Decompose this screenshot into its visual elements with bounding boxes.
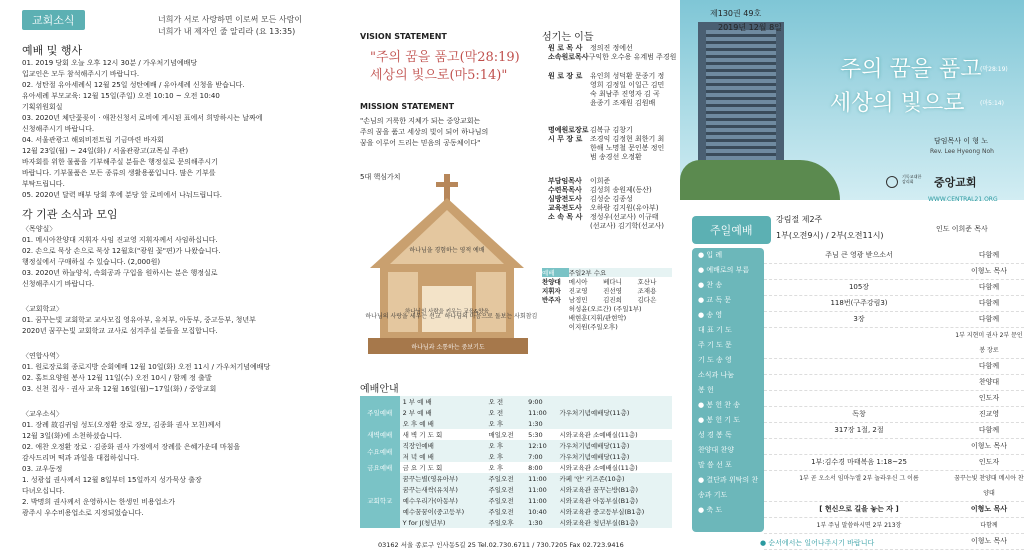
group-heading: 〈교우소식〉 (22, 410, 64, 418)
church-denomination: 기독교대한감리회 (902, 174, 922, 184)
order-label: 기 도 송 영 (698, 356, 732, 364)
worship-name: 예수우리가(아동부) (402, 497, 458, 505)
worship-place: 카페 '얀' 키즈존(10층) (559, 475, 625, 483)
worship-day: 오 후 (488, 442, 504, 450)
worship-time: 11:00 (528, 408, 547, 417)
order-item: 3장 (853, 315, 865, 323)
section-title: 예배 및 행사 (22, 44, 83, 57)
church-url: WWW.CENTRAL21.ORG (928, 196, 998, 203)
cover-panel (680, 0, 1024, 556)
worship-name: 꿈꾸는별(영유아부) (402, 475, 458, 483)
order-item (764, 359, 954, 374)
order-item (764, 264, 954, 279)
liturgical-season: 강림절 제2주 (776, 215, 823, 224)
house-right-label: 하나님의 마음으로 돌보는 사회참김 (444, 313, 538, 320)
mission-line: 주의 꿈을 품고 세상의 빛이 되어 하나님의 (360, 128, 489, 136)
house-left-pillar (388, 272, 418, 332)
worship-row (360, 462, 672, 473)
order-item: 1부 주님 말씀하시면 2부 213장 (816, 522, 902, 529)
choir-cell: 반주자 (542, 296, 561, 304)
worship-time: 11:00 (528, 496, 547, 505)
order-label: ● 봉 헌 찬 송 (698, 401, 741, 409)
choir-cell: 남정민 (568, 296, 588, 304)
order-label: ● 축 도 (698, 506, 723, 514)
group-heading: 〈교회학교〉 (22, 305, 64, 313)
choir-header-cell: 예배 (542, 269, 555, 277)
order-leader: 다함께 (978, 251, 1000, 259)
staff-names: 이희준 (590, 177, 611, 185)
order-label: 주 기 도 문 (698, 341, 732, 349)
order-row (764, 423, 1024, 439)
choir-extra: 허성윤(오르간) (주일1부) (568, 305, 642, 313)
staff-row (548, 53, 677, 62)
staff-row (548, 213, 668, 241)
news-tag: 교회소식 (22, 10, 85, 30)
group-heading: 〈연합사역〉 (22, 352, 64, 360)
order-item (764, 375, 954, 390)
worship-name: 금 요 기 도 회 (402, 464, 443, 472)
worship-day: 주일오전 (488, 497, 514, 505)
core-values-label: 5대 핵심가치 (360, 173, 401, 181)
worship-tag: 주일예배 (692, 216, 771, 244)
group-line: 03. 신천 집사 · 권사 교육 12월 16일(월)~17일(화) / 중앙교회 (22, 385, 217, 393)
staff-names: 정성우(선교사) 이규태(선교사) 김기학(선교사) (590, 213, 665, 230)
worship-time: 1:30 (528, 518, 543, 527)
order-leader: 다함께 (980, 522, 998, 529)
order-item: 주님 큰 영광 받으소서 (825, 251, 893, 259)
choir-cell: 메시아 (568, 278, 588, 286)
mission-line: "손님의 거룩한 지체가 되는 중앙교회는 (360, 117, 481, 125)
worship-guide-heading: 예배안내 (360, 384, 399, 395)
choir-row (542, 277, 672, 286)
worship-table (360, 396, 672, 528)
choir-cell: 베다니 (603, 278, 622, 286)
order-label: 성 경 봉 독 (698, 431, 732, 439)
worship-day: 오 전 (488, 398, 504, 406)
order-item: [ 현신으로 길을 놓는 자 ] (819, 505, 899, 513)
group-line: 12월 3일(화)에 소천하셨습니다. (22, 432, 122, 440)
order-label: ● 예배로의 부름 (698, 266, 750, 274)
order-leader: 이형노 목사 (970, 442, 1008, 450)
group-line: 02. 손으로 묵상 손으로 묵상 12월호("광원 꽃"편)가 나왔습니다. (22, 247, 221, 255)
order-row (764, 502, 1024, 518)
staff-label: 시 무 장 로 (548, 135, 583, 143)
verse-line: 너희가 내 제자인 줄 알리라 (요 13:35) (158, 27, 296, 36)
worship-category: 수요예배 (360, 440, 400, 462)
cross-bar (436, 182, 458, 187)
choir-cell: 호산나 (637, 278, 657, 286)
worship-time: 12:10 (528, 441, 547, 450)
worship-place: 시와교육관 중고등부실(B1층) (559, 508, 645, 516)
staff-row (548, 135, 668, 171)
staff-row (548, 177, 668, 186)
worship-place: 시와교육관 청년부실(B1층) (559, 519, 639, 527)
issue-date: 2019년 12월 8일 (718, 23, 782, 32)
worship-time: 11:00 (528, 474, 547, 483)
order-row (764, 375, 1024, 391)
order-item: 독창 (852, 410, 866, 418)
worship-place: 시와교육관 아동부실(B1층) (559, 497, 639, 505)
worship-day: 매일오전 (488, 431, 514, 439)
staff-label: 소속원로목사 (548, 53, 589, 61)
worship-time: 10:40 (528, 507, 547, 516)
event-line: 입교인은 모두 참석해주시기 바랍니다. (22, 70, 140, 78)
worship-name: 2 부 예 배 (402, 409, 432, 417)
order-row (764, 391, 1024, 407)
staff-label: 부담임목사 (548, 177, 582, 185)
worship-place: 가우처기념예배당(11층) (559, 453, 630, 461)
senior-pastor: 담임목사 이 형 노 (934, 137, 989, 145)
choir-cell: 진교영 (568, 287, 588, 295)
event-line: 01. 2019 당회 오늘 오후 12시 30분 / 가우처기념예배당 (22, 59, 198, 67)
choir-header (542, 268, 672, 277)
worship-category: 새벽예배 (360, 429, 400, 440)
vision-heading: VISION STATEMENT (360, 32, 447, 41)
group-line: 03. 2020년 하늘양식, 속회공과 구입을 원하시는 분은 행정실로 (22, 269, 218, 277)
worship-name: 예수꿈꿈이(중고등부) (402, 508, 465, 516)
worship-row (360, 440, 672, 451)
event-line: 유아세례 부모교육: 12월 15일(주일) 오전 10:10 ~ 오전 10:40 (22, 92, 220, 100)
worship-name: 오 후 예 배 (402, 420, 434, 428)
order-leader: 꿈꾸는빛 찬양대 메시아 찬양대 (954, 475, 1024, 497)
order-label: ● 송 영 (698, 311, 723, 319)
order-row (764, 328, 1024, 359)
order-item: 317장 1절, 2절 (834, 426, 884, 434)
order-labels (692, 248, 764, 532)
order-label: ● 봉 헌 기 도 (698, 416, 741, 424)
event-line: 03. 2020년 체단꽃꽂이 · 애찬신청서 로비에 게시된 표에서 희망하시는 날짜에 (22, 114, 263, 122)
staff-names: 구익한 오수용 유계범 주경원 (588, 53, 677, 61)
choir-cell: 지휘자 (542, 287, 561, 295)
worship-day: 오 후 (488, 453, 504, 461)
order-row (764, 471, 1024, 502)
choir-cell: 진선영 (603, 287, 622, 295)
cover-title-1: 주의 꿈을 품고 (840, 57, 982, 82)
worship-day: 주일오전 (488, 486, 514, 494)
event-line: 신청해주시기 바랍니다. (22, 125, 95, 133)
order-leader: 다함께 (978, 299, 1000, 307)
worship-time: 1:30 (528, 419, 543, 428)
service-leader: 인도 이희준 목사 (936, 225, 988, 233)
order-row (764, 264, 1024, 280)
house-center-label: 하나님의 사람을 키우는 교육&양육 (405, 309, 489, 315)
order-label: ● 찬 송 (698, 281, 723, 289)
order-leader: 다함께 (978, 426, 1000, 434)
house-left-label: 하나님의 사랑을 세우는 선교 (365, 313, 441, 320)
order-label: ● 교 독 문 (698, 296, 732, 304)
staff-row (548, 186, 668, 195)
worship-row (360, 495, 672, 506)
order-leader: 이형노 목사 (970, 505, 1008, 513)
staff-row (548, 44, 668, 53)
order-leader: 이형노 목사 (970, 537, 1008, 545)
order-item: 118번(구주강림3) (830, 299, 888, 307)
house-roof-label: 하나님을 경험하는 영적 예배 (409, 247, 485, 254)
order-row (764, 359, 1024, 375)
cover-title-2-ref: (마5:14) (980, 100, 1004, 107)
group-line: 1. 성광섭 권사께서 12월 8일부터 15일까지 성가묵상 출장 (22, 476, 202, 484)
vision-line: 세상의 빛으로(마5:14)" (370, 68, 508, 83)
servers-heading: 섬기는 이들 (542, 32, 594, 43)
groups (22, 224, 340, 519)
cover-title-2: 세상의 빛으로 (830, 91, 965, 116)
group-line: 01. 꿈꾸는빛 교회학교 교사모집 영유아부, 유치부, 아동부, 중고등부, 청년부 (22, 316, 256, 324)
staff-label: 교육전도사 (548, 204, 582, 212)
staff-label: 심방전도사 (548, 195, 582, 203)
choir-extra: 이지원(주일오후) (568, 323, 618, 331)
order-item (764, 328, 954, 358)
group-line: 2. 박명희 권사께서 운영하시는 한생인 비용업소가 (22, 498, 176, 506)
order-label: 말 씀 선 포 (698, 461, 732, 469)
group-line: 광주시 우수비용업소로 지정되었습니다. (22, 509, 144, 517)
staff-names: 김성순 김종성 (590, 195, 633, 203)
choir-cell: 김다은 (637, 296, 657, 304)
choir-cell: 김진희 (603, 296, 622, 304)
order-label: 봉 헌 (698, 386, 714, 394)
group-heading: 〈목양실〉 (22, 225, 57, 233)
order-details (764, 248, 1024, 550)
church-name: 중앙교회 (934, 176, 977, 189)
event-line: 05. 2020년 달력 배부 당회 후에 분당 앞 로비에서 나눠드립니다. (22, 191, 222, 199)
group-line: 감사드리며 떡과 과일을 대접하십니다. (22, 454, 140, 462)
section-title: 각 기관 소식과 모임 (22, 208, 118, 221)
worship-day: 주일오후 (488, 519, 514, 527)
event-line: 04. 서울관광고 해외비전트립 기금마련 바자회 (22, 136, 164, 144)
order-leader: 다함께 (978, 315, 1000, 323)
event-line: 바자회를 위한 물품을 기부해주실 분들은 행정실로 문의해주시기 (22, 158, 218, 166)
staff-row (548, 126, 668, 135)
order-leader: 이형노 목사 (970, 267, 1008, 275)
choir-row (542, 313, 672, 322)
choir-header-cell: 주일2부 (568, 269, 592, 277)
order-leader: 인도자 (978, 458, 1000, 466)
worship-day: 주일오전 (488, 508, 514, 516)
staff-names: 유인희 성덕환 문종기 정영희 김정일 이일근 김민숙 최남주 진영자 김 곡 윤종기 조재원 김원배 (590, 72, 665, 107)
worship-category: 주일예배 (360, 396, 400, 429)
group-line: 01. 원로장로회 종로지방 순회예배 12월 10일(화) 오전 11시 / 가우처기념예배당 (22, 363, 271, 371)
staff-row (548, 195, 668, 204)
staff-names: 오하람 김지원(유아부) (590, 204, 659, 212)
event-line: 12월 23일(월) ~ 24일(화) / 서울관광고(교목실 주관) (22, 147, 189, 155)
house-right-pillar (476, 272, 506, 332)
order-row (764, 518, 1024, 534)
worship-name: 꿈꾸는새싹(유치부) (402, 486, 458, 494)
order-row (764, 455, 1024, 471)
church-logo-icon (886, 176, 898, 188)
order-item (764, 439, 954, 454)
order-label: 찬양대 찬양 (698, 446, 735, 454)
order-row (764, 439, 1024, 455)
order-row (764, 407, 1024, 423)
order-item: 105장 (848, 283, 870, 291)
group-line: 2020년 꿈꾸는빛 교회학교 교사로 섬겨주실 분들을 모집합니다. (22, 327, 218, 335)
staff-row (548, 204, 668, 213)
event-line: 기획위원회실 (22, 103, 63, 111)
staff-label: 수련목목사 (548, 186, 582, 194)
worship-time: 11:00 (528, 485, 547, 494)
order-row (764, 248, 1024, 264)
event-line: 바랍니다. 기부물품은 모든 종류의 생활용품입니다. 많은 기부를 (22, 169, 216, 177)
staff-names: 조경익 김정현 최한기 최한해 노명철 문인봉 정인범 송경선 오정환 (590, 135, 665, 161)
order-item: 1부 곧 오소서 임마누엘 2부 놀라우신 그 이름 (799, 475, 919, 482)
order-leader: 1부 지현미 권사 2부 문인봉 장로 (955, 332, 1023, 354)
trees (680, 160, 840, 200)
order-item: 1부:김수경 마태복음 1:18~25 (811, 458, 907, 466)
staff-names: 정의진 정에선 (590, 44, 633, 52)
verse-line: 너희가 서로 사랑하면 이로써 모든 사람이 (158, 15, 303, 24)
worship-name: 새 벽 기 도 회 (402, 431, 443, 439)
choir-row (542, 286, 672, 295)
order-leader: 다함께 (978, 362, 1000, 370)
senior-pastor-en: Rev. Lee Hyeong Noh (930, 148, 994, 155)
group-line: 행정실에서 구매하실 수 있습니다. (2,000원) (22, 258, 161, 266)
worship-place: 가우처기념예배당(11층) (559, 409, 630, 417)
events-list (22, 58, 340, 201)
choir-row (542, 304, 672, 313)
worship-category: 금요예배 (360, 462, 400, 473)
staff-label: 원 로 목 사 (548, 44, 583, 52)
worship-row (360, 484, 672, 495)
group-line: 다녀오십니다. (22, 487, 65, 495)
group-line: 신청해주시기 바랍니다. (22, 280, 95, 288)
worship-name: 1 부 예 배 (402, 398, 432, 406)
mission-heading: MISSION STATEMENT (360, 102, 455, 111)
worship-row (360, 451, 672, 462)
worship-name: 직장인예배 (402, 442, 434, 450)
order-label: 소식과 나눔 (698, 371, 735, 379)
staff-label: 원 로 장 로 (548, 72, 583, 80)
worship-place: 시와교육관 소예배실(11층) (559, 464, 638, 472)
house-base-label: 하나님과 소통하는 중보기도 (411, 344, 485, 351)
group-line: 01. 장례 故김귀임 성도(오정환 장로 장모, 김종화 권사 모친)께서 (22, 421, 222, 429)
worship-day: 오 전 (488, 409, 504, 417)
worship-time: 9:00 (528, 397, 543, 406)
vision-panel (348, 0, 678, 556)
order-leader: 인도자 (978, 394, 1000, 402)
order-row (764, 296, 1024, 312)
group-line: 03. 교우동정 (22, 465, 63, 473)
worship-row (360, 506, 672, 517)
service-times: 1부(오전9시) / 2부(오전11시) (776, 231, 884, 240)
choir-extra: 배현훈(지휘/관현악) (568, 314, 627, 322)
choir-row (542, 295, 672, 304)
standing-note: ● 순서에서는 일어나주시기 바랍니다 (760, 539, 875, 547)
worship-time: 8:00 (528, 463, 543, 472)
worship-row (360, 429, 672, 440)
staff-list (548, 44, 677, 241)
group-line: 01. 메시아찬양대 지휘자 사임 진교영 지휘자께서 사임하십니다. (22, 236, 218, 244)
order-item (764, 391, 954, 406)
staff-names: 김성희 송원제(동산) (590, 186, 652, 194)
worship-row (360, 396, 672, 407)
worship-time: 5:30 (528, 430, 543, 439)
mission-line: 꿈을 이루어 드리는 믿음의 공동체이다" (360, 139, 481, 147)
staff-names: 김복규 김창기 (590, 126, 633, 134)
worship-category: 교회학교 (360, 473, 400, 528)
order-label: 대 표 기 도 (698, 326, 732, 334)
order-leader: 진교영 (978, 410, 1000, 418)
order-row (764, 280, 1024, 296)
worship-row (360, 473, 672, 484)
worship-time: 7:00 (528, 452, 543, 461)
choir-table (542, 268, 672, 331)
order-row (764, 312, 1024, 328)
event-line: 부탁드립니다. (22, 180, 65, 188)
issue-number: 제130권 49호 (710, 9, 762, 18)
choir-cell: 조재용 (637, 287, 657, 295)
vision-line: "주의 꿈을 품고(막28:19) (370, 50, 520, 65)
order-leader: 다함께 (978, 283, 1000, 291)
worship-place: 시와교육관 소예배실(11층) (559, 431, 638, 439)
worship-place: 시와교육관 꿈꾸는방(B1층) (559, 486, 639, 494)
choir-header-cell: 수요 (593, 269, 607, 277)
worship-day: 오 후 (488, 420, 504, 428)
choir-cell: 찬양대 (542, 278, 561, 286)
address: 03162 서울 종로구 인사동5길 25 Tel.02.730.6711 / 730.7205 Fax 02.723.9416 (378, 541, 624, 549)
news-panel (0, 0, 340, 556)
order-label: ● 결단과 위탁의 찬송과 기도 (698, 476, 759, 499)
choir-row (542, 322, 672, 331)
staff-label: 소 속 목 사 (548, 213, 583, 221)
core-values-house (360, 168, 536, 358)
staff-row (548, 72, 668, 122)
group-line: 02. 홀트요양원 봉사 12월 11일(수) 오전 10시 / 함께 정 출발 (22, 374, 212, 382)
staff-label: 명예원로장로 (548, 126, 589, 134)
worship-place: 가우처기념예배당(11층) (559, 442, 630, 450)
worship-name: Y for J(청년부) (402, 519, 446, 527)
mission-text (360, 116, 488, 149)
group-line: 02. 애찬 오정환 장로 · 김종화 권사 가정에서 장례를 은혜가운데 마침을 (22, 443, 241, 451)
cover-title-1-ref: (막28:19) (980, 66, 1008, 73)
building-windows (706, 30, 776, 174)
worship-name: 저 녁 예 배 (402, 453, 434, 461)
worship-row (360, 517, 672, 528)
order-leader: 찬양대 (978, 378, 1000, 386)
worship-day: 주일오전 (488, 475, 514, 483)
worship-day: 오 후 (488, 464, 504, 472)
verse (158, 14, 302, 38)
event-line: 02. 성탄절 유아세례식 12월 25일 성탄예배 / 유아세례 신청을 받습니다. (22, 81, 245, 89)
order-label: ● 입 례 (698, 251, 723, 259)
